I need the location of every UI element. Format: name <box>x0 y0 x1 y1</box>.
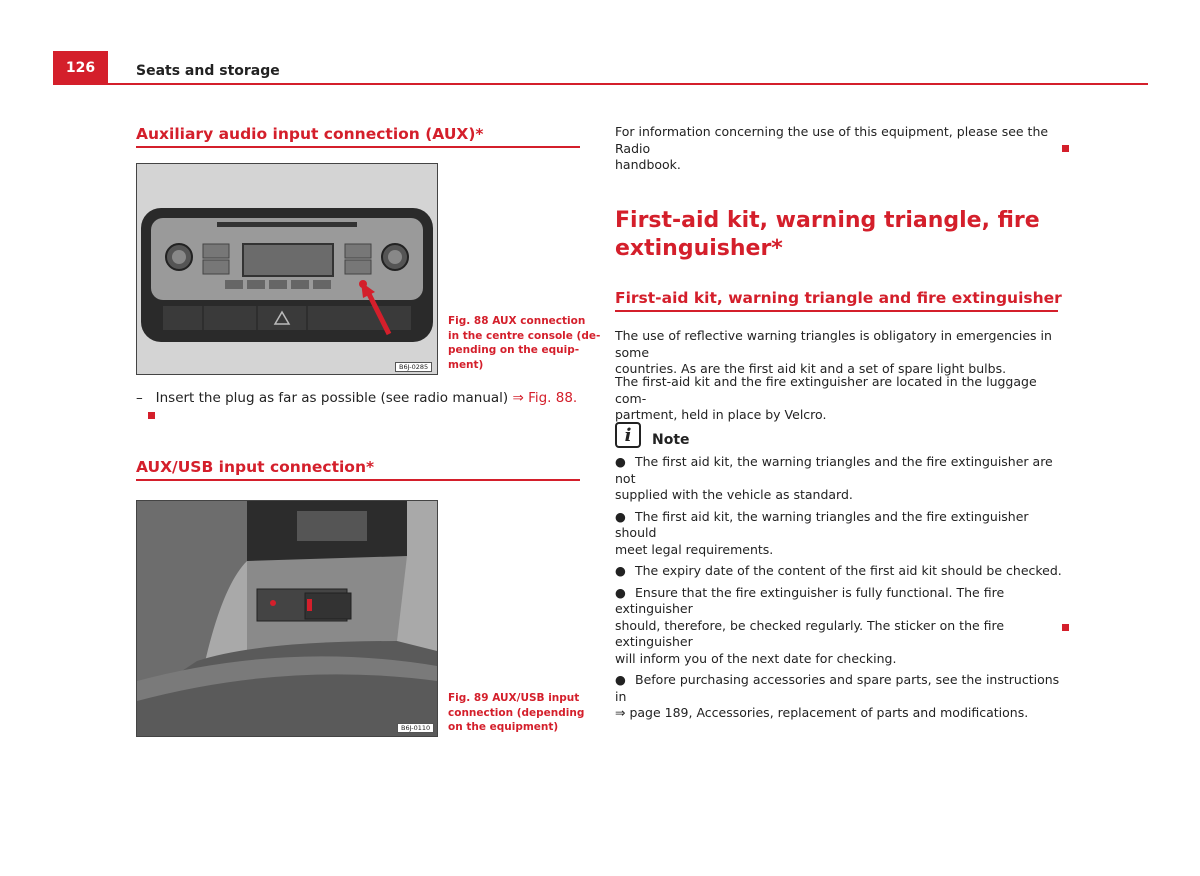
usb-title-rule <box>136 479 580 481</box>
first-aid-title-rule <box>615 310 1058 312</box>
console-illustration <box>137 501 437 736</box>
aux-title-rule <box>136 146 580 148</box>
aux-figure <box>136 163 438 375</box>
aux-figure-caption: Fig. 88 AUX connection in the centre console (de- pending on the equip- ment) <box>448 315 601 371</box>
radio-illustration <box>137 164 437 374</box>
end-marker <box>148 412 155 419</box>
first-aid-subtitle: First-aid kit, warning triangle and fire extinguisher <box>615 289 1062 307</box>
list-item: ● The first aid kit, the warning triangles and the fire extinguisher are not supplied with the vehicle as standard. <box>615 454 1053 502</box>
end-marker <box>1062 624 1069 631</box>
chapter-title: First-aid kit, warning triangle, fire extinguisher* <box>615 208 1040 261</box>
usb-section-title: AUX/USB input connection* <box>136 458 375 476</box>
usb-figure-caption: Fig. 89 AUX/USB input connection (depending on the equipment) <box>448 692 585 733</box>
list-item: ● Ensure that the fire extinguisher is fully functional. The fire extinguisher should, therefore, be checked regularly. The sticker on the fire extinguisher will inform you of the next date for checking. <box>615 584 1005 666</box>
intro-paragraph: For information concerning the use of this equipment, please see the Radio handbook. <box>615 124 1049 172</box>
figure-link[interactable]: ⇒ Fig. 88. <box>512 390 578 406</box>
note-label: Note <box>652 432 690 448</box>
list-item: ● The first aid kit, the warning triangles and the fire extinguisher should meet legal requirements. <box>615 508 1029 557</box>
figure-code: B6J-0110 <box>397 723 434 733</box>
aux-instruction: – Insert the plug as far as possible (see radio manual) ⇒ Fig. 88. <box>136 390 586 423</box>
figure-code: B6J-0285 <box>395 362 432 372</box>
aux-section-title: Auxiliary audio input connection (AUX)* <box>136 125 484 143</box>
paragraph-2: The first-aid kit and the fire extinguisher are located in the luggage com- partment, held in place by Velcro. <box>615 374 1037 422</box>
header-rule <box>53 83 1148 85</box>
page-number: 126 <box>53 51 108 84</box>
page-link[interactable]: ⇒ page 189, Accessories, replacement of parts and modifications. <box>615 705 1029 720</box>
note-list <box>615 454 1065 727</box>
list-item: ● The expiry date of the content of the first aid kit should be checked. <box>615 563 1062 578</box>
end-marker <box>1062 145 1069 152</box>
info-icon: i <box>615 422 641 448</box>
section-title: Seats and storage <box>136 63 280 79</box>
paragraph-1: The use of reflective warning triangles is obligatory in emergencies in some countries. As are the first aid kit and a set of spare light bulbs. <box>615 328 1052 376</box>
list-item: ● Before purchasing accessories and spare parts, see the instructions in ⇒ page 189, Accessories, replacement of parts and modifications. <box>615 672 1065 722</box>
usb-figure <box>136 500 438 737</box>
